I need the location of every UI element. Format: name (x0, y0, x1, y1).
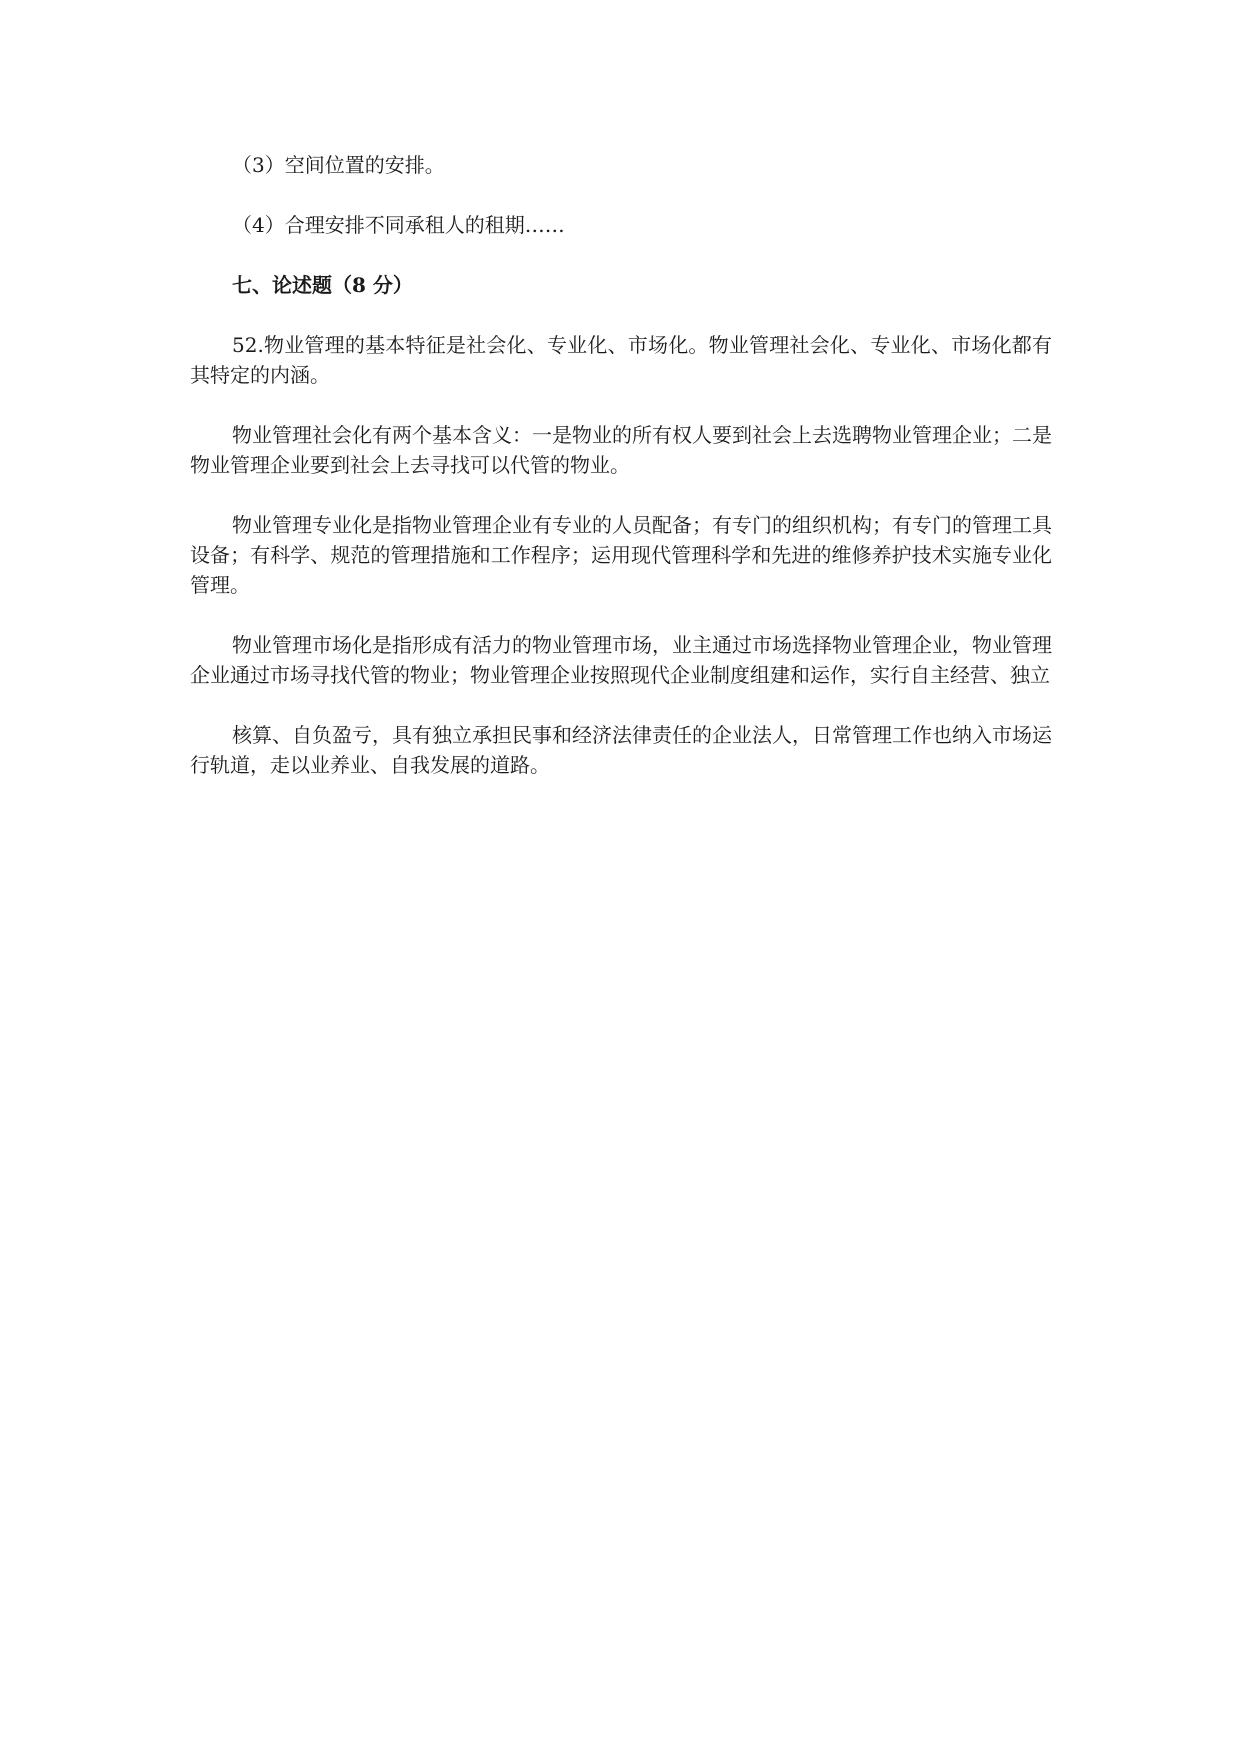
list-item-4: （4）合理安排不同承租人的租期…… (232, 213, 565, 237)
paragraph-3: 物业管理专业化是指物业管理企业有专业的人员配备；有专门的组织机构；有专门的管理工具设备；有科学、规范的管理措施和工作程序；运用现代管理科学和先进的维修养护技术实施专业化管理。 (190, 513, 1052, 597)
paragraph-4: 物业管理市场化是指形成有活力的物业管理市场，业主通过市场选择物业管理企业，物业管理企业通过市场寻找代管的物业；物业管理企业按照现代企业制度组建和运作，实行自主经营、独立 (190, 633, 1052, 687)
paragraph-2: 物业管理社会化有两个基本含义：一是物业的所有权人要到社会上去选聘物业管理企业；二是物业管理企业要到社会上去寻找可以代管的物业。 (190, 423, 1052, 477)
paragraph-5: 核算、自负盈亏，具有独立承担民事和经济法律责任的企业法人，日常管理工作也纳入市场运行轨道，走以业养业、自我发展的道路。 (190, 723, 1052, 777)
list-item-3: （3）空间位置的安排。 (232, 153, 445, 177)
paragraph-1: 52.物业管理的基本特征是社会化、专业化、市场化。物业管理社会化、专业化、市场化都有其特定的内涵。 (190, 333, 1052, 387)
document-body (190, 150, 1052, 810)
section-heading: 七、论述题（8 分） (232, 273, 413, 297)
